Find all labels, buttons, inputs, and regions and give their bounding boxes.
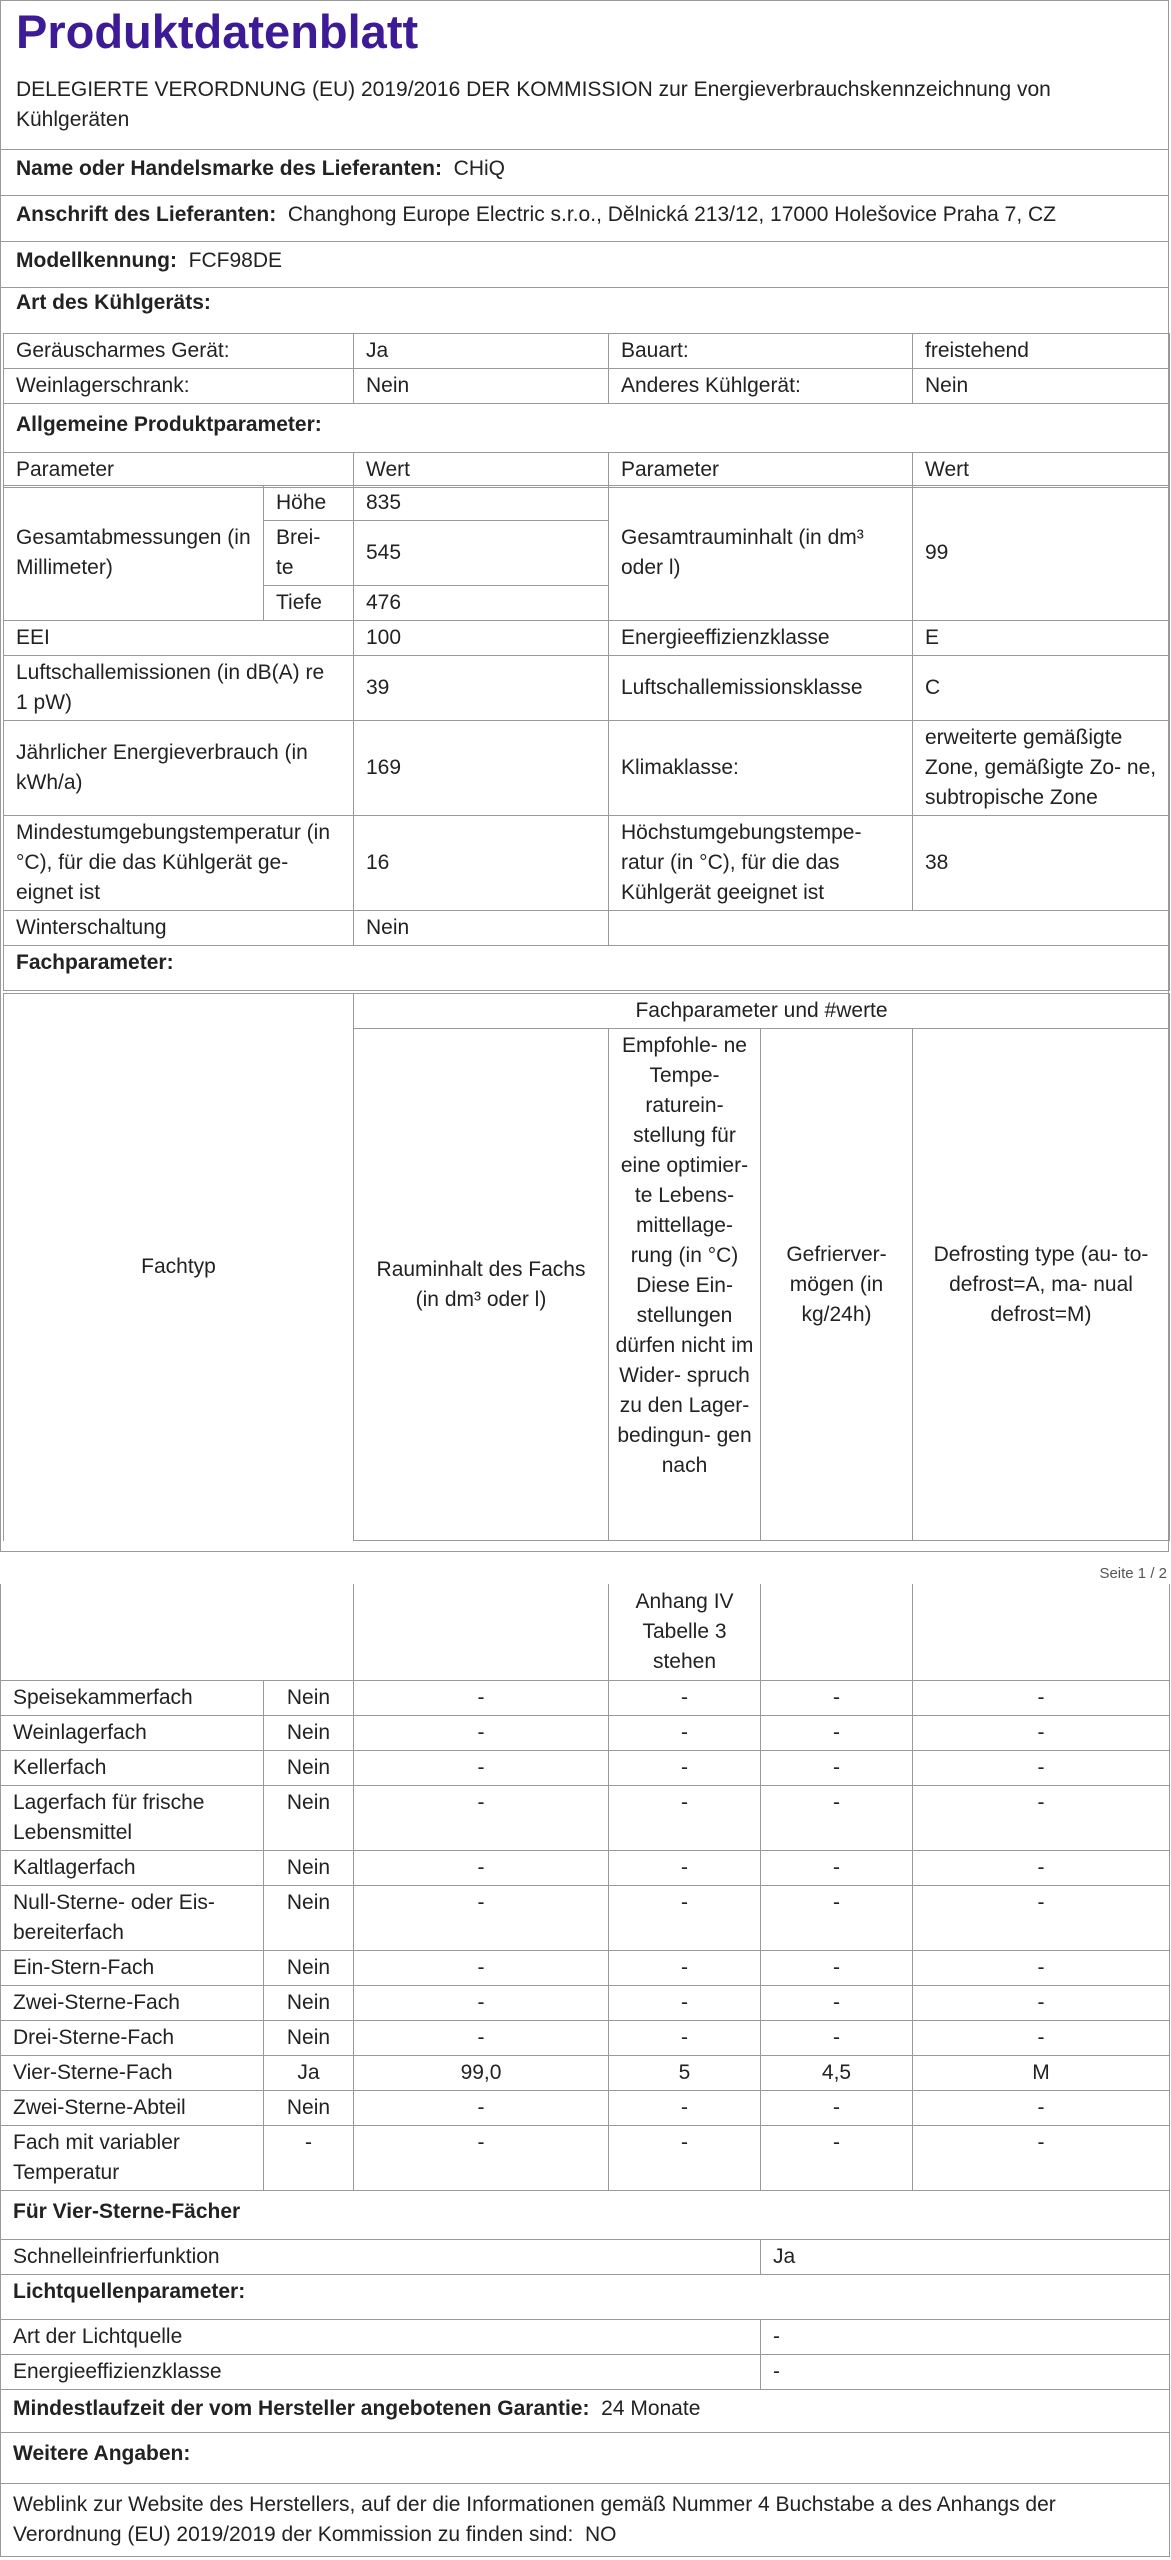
freeze-header: Gefrierver- mögen (in kg/24h) [761, 1029, 913, 1541]
param-label: Höchstumgebungstempe- ratur (in °C), für die das Kühlgerät geeignet ist [609, 816, 913, 911]
table-row [4, 404, 1170, 453]
fach-freeze: - [761, 2125, 913, 2190]
light-type-value: - [761, 2319, 1170, 2354]
height-value: 835 [354, 486, 609, 521]
table-row [1, 1850, 1170, 1885]
fach-temp: - [609, 1785, 761, 1850]
temp-header [609, 1029, 761, 1541]
light-section-heading: Lichtquellenparameter: [1, 2274, 1170, 2319]
light-type-label: Art der Lichtquelle [1, 2319, 761, 2354]
fach-volume: - [354, 1785, 609, 1850]
fach-freeze: - [761, 1680, 913, 1715]
type-table [3, 333, 1170, 488]
model-value: FCF98DE [188, 249, 283, 272]
fach-table [0, 1584, 1170, 2557]
warranty-value: 24 Monate [601, 2396, 701, 2420]
param-value: 100 [354, 621, 609, 656]
winter-value: Nein [354, 911, 609, 946]
table-row [4, 334, 1170, 369]
param-label: Mindestumgebungstemperatur (in °C), für die das Kühlgerät ge- eignet ist [4, 816, 354, 911]
page-number: Seite 1 / 2 [1099, 1565, 1167, 1582]
table-row [1, 2020, 1170, 2055]
param-value: C [913, 656, 1170, 721]
model-row [0, 241, 1168, 287]
fach-name: Drei-Sterne-Fach [1, 2020, 264, 2055]
column-header: Parameter [609, 453, 913, 488]
fach-defrost: - [913, 1715, 1170, 1750]
table-row [4, 946, 1170, 991]
fach-name: Zwei-Sterne-Abteil [1, 2090, 264, 2125]
table-row [4, 369, 1170, 404]
fach-name: Vier-Sterne-Fach [1, 2055, 264, 2090]
fach-volume: - [354, 2125, 609, 2190]
general-section-heading: Allgemeine Produktparameter: [4, 404, 1170, 453]
table-row [1, 2432, 1170, 2483]
fach-name: Ein-Stern-Fach [1, 1950, 264, 1985]
fach-name: Lagerfach für frische Lebensmittel [1, 1785, 264, 1850]
fach-defrost: - [913, 2020, 1170, 2055]
fach-name: Null-Sterne- oder Eis- bereiterfach [1, 1885, 264, 1950]
height-label: Höhe [264, 486, 354, 521]
weblink-cell [1, 2483, 1170, 2556]
fach-temp: - [609, 1750, 761, 1785]
table-row [1, 1885, 1170, 1950]
fach-present: Nein [264, 2020, 354, 2055]
fach-volume: - [354, 1985, 609, 2020]
fach-present: - [264, 2125, 354, 2190]
param-value: 39 [354, 656, 609, 721]
fach-freeze: - [761, 1785, 913, 1850]
model-label: Modellkennung: [16, 249, 177, 272]
fach-temp: - [609, 1885, 761, 1950]
fach-defrost: - [913, 2125, 1170, 2190]
fachtyp-header: Fachtyp [4, 994, 354, 1541]
param-label: EEI [4, 621, 354, 656]
fach-freeze: - [761, 1715, 913, 1750]
column-header: Parameter [4, 453, 354, 488]
temp-header-text: Empfohle- ne Tempe- raturein- stellung für eine optimier- te Lebens- mittellage- rung (in °C) [620, 1034, 749, 1267]
winter-label: Winterschaltung [4, 911, 354, 946]
fach-present: Nein [264, 1750, 354, 1785]
fach-present: Nein [264, 1985, 354, 2020]
fach-defrost: - [913, 1785, 1170, 1850]
fach-present: Nein [264, 1715, 354, 1750]
fach-temp: - [609, 1715, 761, 1750]
column-header: Wert [354, 453, 609, 488]
table-row [4, 486, 1170, 521]
weblink-value: NO [585, 2522, 617, 2546]
warranty-label: Mindestlaufzeit der vom Hersteller angebotenen Garantie: [13, 2396, 590, 2420]
fach-defrost: - [913, 1885, 1170, 1950]
fach-volume: - [354, 2090, 609, 2125]
fach-defrost: - [913, 2090, 1170, 2125]
fach-volume: 99,0 [354, 2055, 609, 2090]
param-value: 38 [913, 816, 1170, 911]
fach-defrost: - [913, 1950, 1170, 1985]
fach-defrost: - [913, 1850, 1170, 1885]
light-class-label: Energieeffizienzklasse [1, 2354, 761, 2389]
quick-freeze-value: Ja [761, 2239, 1170, 2274]
fach-volume: - [354, 1715, 609, 1750]
fach-present: Nein [264, 1850, 354, 1885]
fach-volume: - [354, 2020, 609, 2055]
table-row [1, 2354, 1170, 2389]
fach-name: Speisekammerfach [1, 1680, 264, 1715]
type-label: Anderes Kühlgerät: [609, 369, 913, 404]
param-label: Luftschallemissionsklasse [609, 656, 913, 721]
param-label: Luftschallemissionen (in dB(A) re 1 pW) [4, 656, 354, 721]
table-row [1, 2090, 1170, 2125]
fach-volume: - [354, 1680, 609, 1715]
table-row [1, 2483, 1170, 2556]
fach-temp: - [609, 1680, 761, 1715]
table-row [1, 1985, 1170, 2020]
fach-defrost: - [913, 1680, 1170, 1715]
address-row [0, 195, 1168, 241]
width-label: Brei- te [264, 521, 354, 586]
fach-freeze: - [761, 2090, 913, 2125]
fach-temp: - [609, 1950, 761, 1985]
fach-section-heading: Fachparameter: [4, 946, 1170, 991]
fach-temp: - [609, 2020, 761, 2055]
width-value: 545 [354, 521, 609, 586]
empty-cell [354, 1584, 609, 1680]
fach-name: Fach mit variabler Temperatur [1, 2125, 264, 2190]
table-row [1, 2239, 1170, 2274]
address-value: Changhong Europe Electric s.r.o., Dělnická 213/12, 17000 Holešovice Praha 7, CZ [287, 203, 1057, 226]
defrost-header: Defrosting type (au- to-defrost=A, ma- nual defrost=M) [913, 1029, 1170, 1541]
param-label: Jährlicher Energieverbrauch (in kWh/a) [4, 721, 354, 816]
table-row [4, 721, 1170, 816]
table-row [4, 994, 1170, 1029]
fach-group-header: Fachparameter und #werte [354, 994, 1170, 1029]
param-value: erweiterte gemäßigte Zone, gemäßigte Zo- ne, subtropische Zone [913, 721, 1170, 816]
fach-freeze: - [761, 1750, 913, 1785]
type-label: Weinlagerschrank: [4, 369, 354, 404]
table-row [4, 816, 1170, 911]
param-value: E [913, 621, 1170, 656]
dimensions-label: Gesamtabmessungen (in Millimeter) [4, 486, 264, 621]
four-star-section-heading: Für Vier-Sterne-Fächer [1, 2190, 1170, 2239]
table-row [1, 2190, 1170, 2239]
table-row [4, 656, 1170, 721]
temp-header-note: Diese Ein- stellungen dürfen nicht im Wider- spruch zu den Lager- bedingun- gen nach [615, 1274, 754, 1477]
empty-cell [761, 1584, 913, 1680]
table-row [1, 2274, 1170, 2319]
table-row [4, 911, 1170, 946]
fach-freeze: - [761, 2020, 913, 2055]
supplier-value: CHiQ [453, 157, 506, 180]
fach-name: Zwei-Sterne-Fach [1, 1985, 264, 2020]
table-row [1, 1584, 1170, 1680]
fach-freeze: - [761, 1985, 913, 2020]
table-row [1, 2389, 1170, 2432]
type-value: Nein [913, 369, 1170, 404]
fach-temp: - [609, 1850, 761, 1885]
fach-temp: - [609, 2125, 761, 2190]
fach-present: Nein [264, 1950, 354, 1985]
fach-volume: - [354, 1885, 609, 1950]
fach-temp: 5 [609, 2055, 761, 2090]
temp-header-continued: Anhang IV Tabelle 3 stehen [609, 1584, 761, 1680]
fach-temp: - [609, 2090, 761, 2125]
volume-value: 99 [913, 486, 1170, 621]
more-section-heading: Weitere Angaben: [1, 2432, 1170, 2483]
regulation-subtitle: DELEGIERTE VERORDNUNG (EU) 2019/2016 DER KOMMISSION zur Energieverbrauchskennzeichnung von Kühlgeräten [16, 78, 1051, 131]
type-label: Bauart: [609, 334, 913, 369]
table-row [1, 1750, 1170, 1785]
fach-name: Kaltlagerfach [1, 1850, 264, 1885]
param-label: Energieeffizienzklasse [609, 621, 913, 656]
type-section-heading: Art des Kühlgeräts: [16, 291, 211, 314]
weblink-label: Weblink zur Website des Herstellers, auf der die Informationen gemäß Nummer 4 Buchstabe a des Anhangs der Verordnung (EU) 2019/2019 der Kommission zu finden sind: [13, 2492, 1056, 2546]
fach-present: Nein [264, 2090, 354, 2125]
quick-freeze-label: Schnelleinfrierfunktion [1, 2239, 761, 2274]
light-class-value: - [761, 2354, 1170, 2389]
table-row [4, 621, 1170, 656]
empty-cell [913, 1584, 1170, 1680]
param-value: 16 [354, 816, 609, 911]
fach-present: Nein [264, 1785, 354, 1850]
param-label: Klimaklasse: [609, 721, 913, 816]
fach-name: Weinlagerfach [1, 1715, 264, 1750]
fach-defrost: - [913, 1985, 1170, 2020]
warranty-cell [1, 2389, 1170, 2432]
fach-freeze: 4,5 [761, 2055, 913, 2090]
table-row [1, 1785, 1170, 1850]
column-header: Wert [913, 453, 1170, 488]
empty-cell [1, 1584, 354, 1680]
fach-volume: - [354, 1750, 609, 1785]
page-title: Produktdatenblatt [16, 5, 419, 58]
depth-label: Tiefe [264, 586, 354, 621]
fach-defrost: M [913, 2055, 1170, 2090]
fach-temp: - [609, 1985, 761, 2020]
volume-header: Rauminhalt des Fachs (in dm³ oder l) [354, 1029, 609, 1541]
fach-name: Kellerfach [1, 1750, 264, 1785]
supplier-label: Name oder Handelsmarke des Lieferanten: [16, 157, 442, 180]
depth-value: 476 [354, 586, 609, 621]
type-label: Geräuscharmes Gerät: [4, 334, 354, 369]
table-row [1, 2319, 1170, 2354]
address-label: Anschrift des Lieferanten: [16, 203, 277, 226]
fach-header-table [3, 993, 1170, 1541]
volume-label: Gesamtrauminhalt (in dm³ oder l) [609, 486, 913, 621]
table-row [1, 2055, 1170, 2090]
fach-volume: - [354, 1950, 609, 1985]
type-section-row [0, 287, 1168, 333]
type-value: freistehend [913, 334, 1170, 369]
table-row [1, 1950, 1170, 1985]
table-row [1, 2125, 1170, 2190]
fach-present: Nein [264, 1680, 354, 1715]
fach-freeze: - [761, 1850, 913, 1885]
empty-cell [609, 911, 1170, 946]
table-row [4, 453, 1170, 488]
fach-volume: - [354, 1850, 609, 1885]
param-value: 169 [354, 721, 609, 816]
fach-present: Nein [264, 1885, 354, 1950]
supplier-row [0, 149, 1168, 195]
fach-freeze: - [761, 1885, 913, 1950]
dimensions-table [3, 485, 1170, 991]
fach-defrost: - [913, 1750, 1170, 1785]
fach-freeze: - [761, 1950, 913, 1985]
table-row [1, 1715, 1170, 1750]
fach-present: Ja [264, 2055, 354, 2090]
table-row [1, 1680, 1170, 1715]
type-value: Ja [354, 334, 609, 369]
type-value: Nein [354, 369, 609, 404]
